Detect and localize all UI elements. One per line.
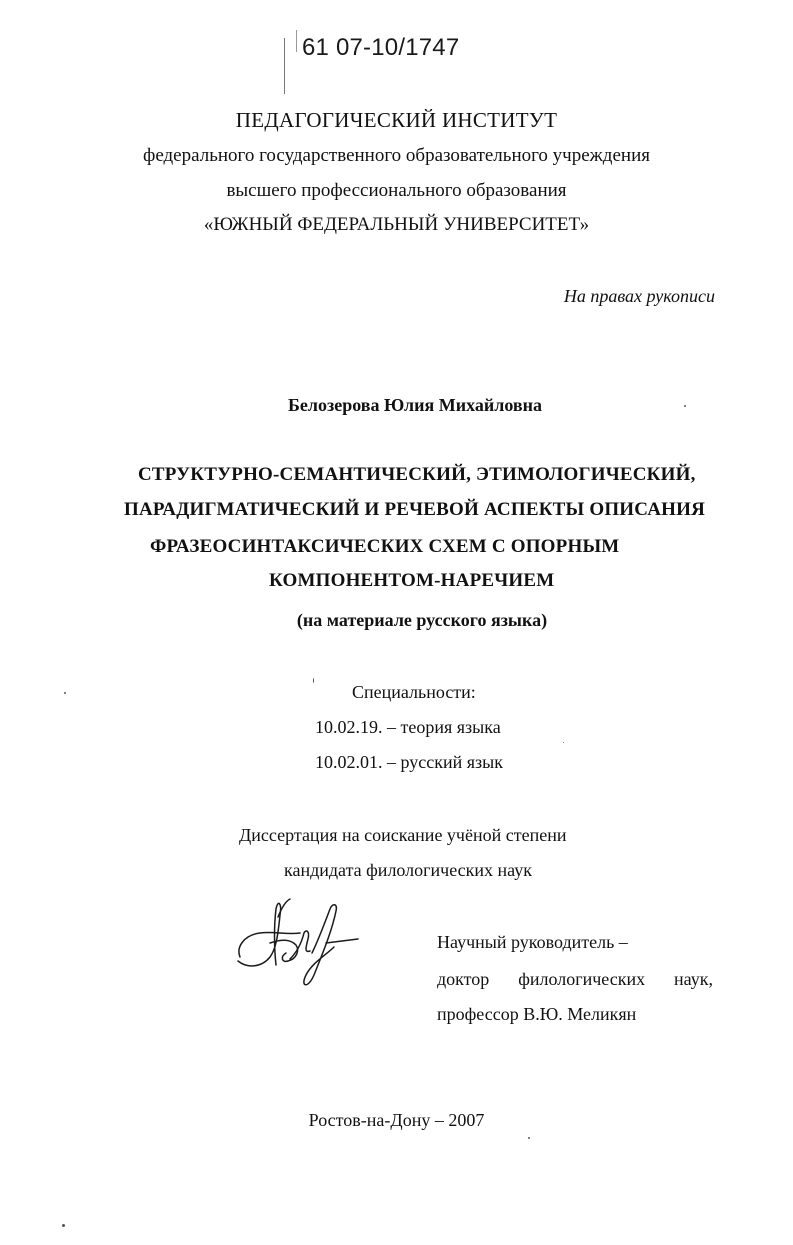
university-name: «ЮЖНЫЙ ФЕДЕРАЛЬНЫЙ УНИВЕРСИТЕТ»	[203, 214, 590, 235]
dissertation-line-1: Диссертация на соискание учёной степени	[239, 825, 567, 845]
specialty-item: 10.02.01. – русский язык	[315, 752, 503, 772]
title-subtitle: (на материале русского языка)	[296, 610, 548, 630]
stamp-rule-left	[284, 38, 285, 94]
signature-stroke	[290, 931, 310, 959]
dissertation-line-2: кандидата филологических наук	[284, 860, 532, 880]
author-signature	[230, 895, 370, 1000]
scan-speck	[684, 405, 686, 407]
institution-line-1: федерального государственного образовательного учреждения	[143, 145, 650, 166]
supervisor-name: профессор В.Ю. Меликян	[437, 1004, 637, 1024]
signature-stroke	[304, 905, 337, 985]
place-year: Ростов-на-Дону – 2007	[308, 1110, 485, 1130]
scan-speck	[528, 1137, 530, 1139]
author-name: Белозерова Юлия Михайловна	[288, 395, 542, 415]
supervisor-degree-word: доктор	[437, 969, 490, 989]
signature-stroke	[326, 939, 358, 943]
title-line-1: СТРУКТУРНО-СЕМАНТИЧЕСКИЙ, ЭТИМОЛОГИЧЕСКИЙ,	[138, 464, 696, 485]
signature-stroke	[239, 932, 300, 957]
title-line-4: КОМПОНЕНТОМ-НАРЕЧИЕМ	[269, 570, 555, 591]
stamp-rule-right	[296, 30, 297, 52]
archive-number: 61 07-10/1747	[302, 34, 460, 61]
supervisor-degree	[437, 969, 713, 990]
title-line-2: ПАРАДИГМАТИЧЕСКИЙ И РЕЧЕВОЙ АСПЕКТЫ ОПИСАНИЯ	[124, 499, 706, 520]
supervisor-degree-word: наук,	[674, 969, 713, 989]
scan-speck	[62, 1224, 65, 1227]
signature-stroke	[238, 903, 281, 966]
supervisor-role: Научный руководитель –	[437, 932, 628, 952]
signature-stroke	[278, 899, 290, 917]
supervisor-degree-word: филологических	[518, 969, 646, 989]
specialty-item: 10.02.19. – теория языка	[315, 717, 501, 737]
rights-note: На правах рукописи	[563, 286, 715, 306]
scan-speck	[64, 692, 66, 694]
scan-speck	[563, 742, 564, 743]
specialties-label: Специальности:	[352, 682, 476, 702]
institution-line-2: высшего профессионального образования	[226, 180, 567, 201]
scan-speck	[313, 678, 314, 683]
institution-title: ПЕДАГОГИЧЕСКИЙ ИНСТИТУТ	[235, 108, 558, 132]
title-line-3: ФРАЗЕОСИНТАКСИЧЕСКИХ СХЕМ С ОПОРНЫМ	[150, 536, 620, 557]
